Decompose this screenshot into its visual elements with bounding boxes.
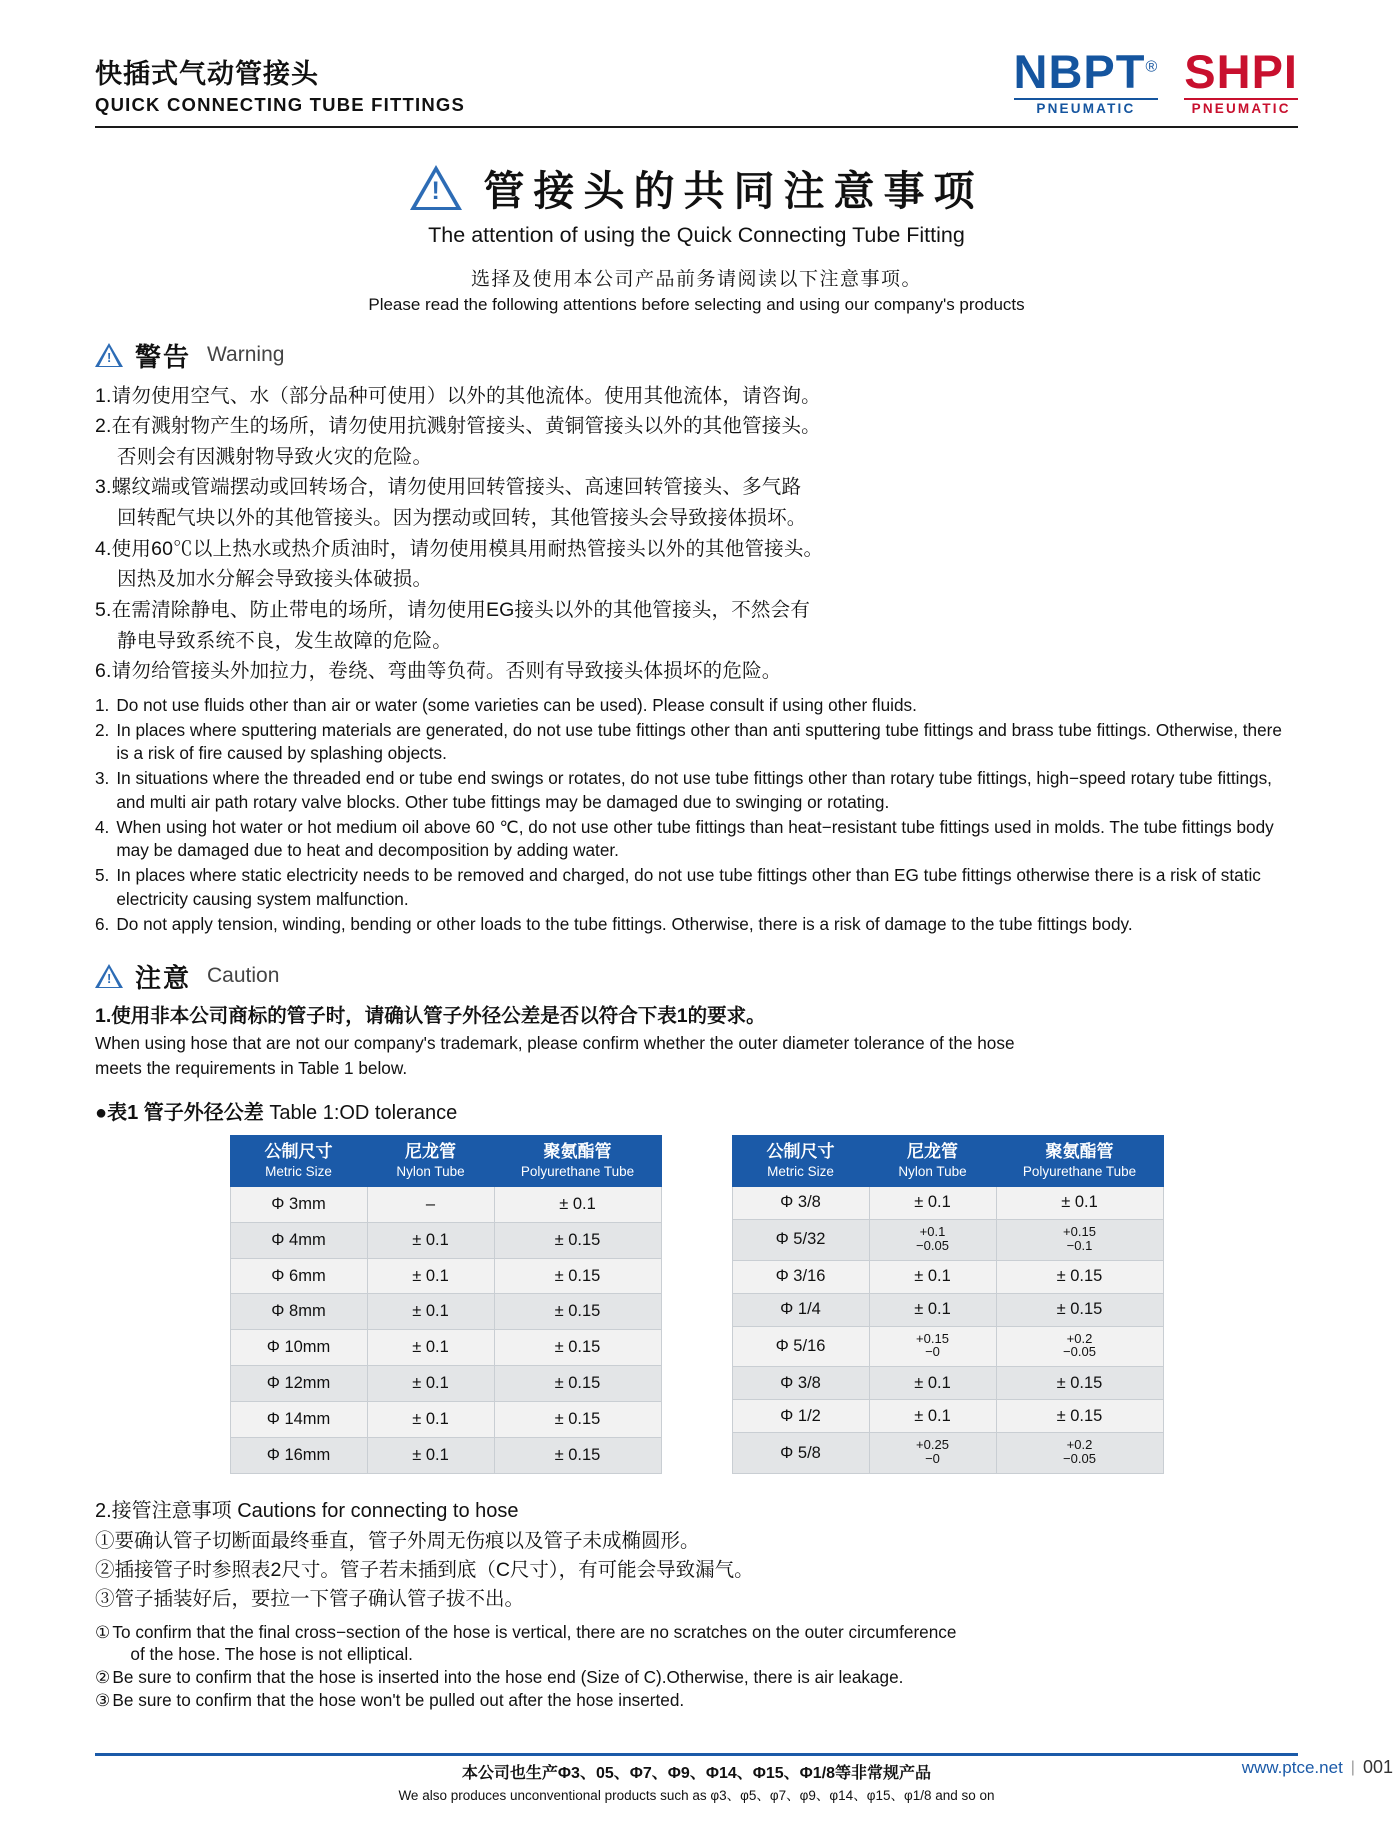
list-item-text	[112, 1621, 1298, 1667]
footer-divider: |	[1350, 1758, 1355, 1776]
table-header-row	[230, 1136, 661, 1187]
list-item-text: In places where sputtering materials are generated, do not use tube fittings other than anti sputtering tube fittings and brass tube fittings. Otherwise, there is a risk of fire caused by splashing objects.	[116, 719, 1282, 764]
list-item-text: Do not apply tension, winding, bending or other loads to the tube fittings. Otherwise, there is a risk of damage to the tube fittings body.	[116, 913, 1133, 934]
list-item: 静电导致系统不良，发生故障的危险。	[117, 629, 452, 652]
column-header-cn: 尼龙管	[907, 1142, 958, 1162]
logo-shpi	[1184, 45, 1298, 116]
caution-item1-cn: 1.使用非本公司商标的管子时，请确认管子外径公差是否以符合下表1的要求。	[95, 1004, 766, 1027]
list-item: ②插接管子时参照表2尺寸。管子若未插到底（C尺寸），有可能会导致漏气。	[95, 1559, 754, 1582]
table-header-row	[732, 1136, 1163, 1187]
cell-nylon: ± 0.1	[367, 1222, 494, 1258]
cell-pu	[996, 1219, 1163, 1260]
column-header-en: Metric Size	[265, 1163, 332, 1179]
column-header-metric-size	[230, 1136, 367, 1187]
column-header-cn: 聚氨酯管	[543, 1142, 612, 1162]
cell-nylon: ± 0.1	[367, 1258, 494, 1294]
cell-nylon-lower: −0.05	[916, 1237, 949, 1253]
list-item: 3.螺纹端或管端摆动或回转场合，请勿使用回转管接头、高速回转管接头、多气路	[95, 476, 802, 499]
list-item: ③管子插装好后，要拉一下管子确认管子拔不出。	[95, 1588, 525, 1611]
table-row	[230, 1294, 661, 1330]
cell-pu: ± 0.15	[996, 1260, 1163, 1293]
table-row	[230, 1222, 661, 1258]
cell-nylon: ± 0.1	[869, 1293, 996, 1326]
column-header-cn: 公制尺寸	[264, 1142, 333, 1162]
logo-nbpt-text: NBPT	[1013, 45, 1146, 98]
footer-url[interactable]: www.ptce.net	[1241, 1757, 1343, 1777]
footer-note-en: We also produces unconventional products such as φ3、φ5、φ7、φ9、φ14、φ15、φ1/8 and so on	[398, 1788, 995, 1803]
cell-size: Φ 10mm	[230, 1330, 367, 1366]
cell-pu: ± 0.15	[494, 1330, 661, 1366]
cell-pu-lower: −0.05	[1063, 1450, 1096, 1466]
cell-size: Φ 6mm	[230, 1258, 367, 1294]
list-item	[95, 913, 1298, 936]
caution-item2-heading: 2.接管注意事项 Cautions for connecting to hose	[95, 1499, 519, 1522]
cell-size: Φ 1/2	[732, 1400, 869, 1433]
table-row	[732, 1186, 1163, 1219]
cell-nylon: ± 0.1	[367, 1330, 494, 1366]
table-row	[230, 1366, 661, 1402]
list-item	[95, 864, 1298, 910]
list-item	[95, 816, 1298, 862]
header-titles	[95, 58, 465, 118]
caution-heading-cn: 注意	[135, 962, 192, 993]
cell-nylon-lower: −0	[925, 1344, 940, 1360]
list-item-number: ①	[95, 1621, 111, 1642]
list-item-number: 6.	[95, 913, 110, 934]
cell-pu-upper: +0.15	[1063, 1223, 1096, 1239]
cell-pu: ± 0.15	[494, 1437, 661, 1473]
table-row	[732, 1326, 1163, 1367]
list-item: 6.请勿给管接头外加拉力，卷绕、弯曲等负荷。否则有导致接头体损坏的危险。	[95, 660, 782, 683]
document-title-cn: 管接头的共同注意事项	[483, 167, 984, 214]
cell-nylon	[869, 1326, 996, 1367]
list-item: 5.在需清除静电、防止带电的场所，请勿使用EG接头以外的其他管接头，不然会有	[95, 598, 811, 621]
cell-nylon: ± 0.1	[869, 1400, 996, 1433]
caution-icon	[95, 964, 123, 988]
warning-list-cn	[95, 382, 1298, 687]
list-item-number: 3.	[95, 768, 110, 789]
document-subtitle-en: Please read the following attentions before selecting and using our company's products	[368, 294, 1025, 314]
document-title-row	[95, 158, 1298, 217]
cell-nylon-upper: +0.1	[919, 1223, 946, 1239]
list-item: ①要确认管子切断面最终垂直，管子外周无伤痕以及管子未成椭圆形。	[95, 1529, 700, 1552]
table-row	[732, 1260, 1163, 1293]
list-item	[95, 694, 1298, 717]
list-item-number: ②	[95, 1667, 111, 1688]
cell-nylon: –	[367, 1186, 494, 1222]
footer-content	[95, 1756, 1298, 1804]
cell-nylon-upper: +0.15	[916, 1330, 949, 1346]
logo-nbpt	[1013, 45, 1159, 116]
list-item-text: Be sure to confirm that the hose won't be pulled out after the hose inserted.	[112, 1690, 685, 1711]
caution-item2-list-cn	[95, 1527, 1298, 1615]
caution-heading	[95, 958, 1298, 995]
logo-shpi-sub: PNEUMATIC	[1184, 98, 1298, 116]
cell-nylon: ± 0.1	[869, 1186, 996, 1219]
list-item: 4.使用60℃以上热水或热介质油时，请勿使用模具用耐热管接头以外的其他管接头。	[95, 537, 824, 560]
registered-icon: ®	[1145, 58, 1159, 76]
list-item-number: 2.	[95, 719, 110, 740]
cell-nylon: ± 0.1	[367, 1366, 494, 1402]
column-header-cn: 聚氨酯管	[1045, 1142, 1114, 1162]
list-item: 因热及加水分解会导致接头体破损。	[117, 568, 433, 591]
table-row	[230, 1330, 661, 1366]
cell-nylon-upper: +0.25	[916, 1437, 949, 1453]
od-table-metric	[230, 1135, 662, 1474]
cell-size: Φ 5/8	[732, 1433, 869, 1474]
list-item	[95, 1666, 1298, 1689]
list-item	[95, 1621, 1298, 1667]
footer-text	[95, 1756, 1298, 1804]
column-header-en: Polyurethane Tube	[520, 1163, 635, 1179]
table-row	[732, 1219, 1163, 1260]
list-item-number: ③	[95, 1690, 111, 1711]
cell-size: Φ 16mm	[230, 1437, 367, 1473]
column-header-en: Metric Size	[767, 1163, 834, 1179]
warning-heading-cn: 警告	[135, 341, 192, 372]
caution-heading-en: Caution	[207, 964, 280, 988]
cell-size: Φ 5/32	[732, 1219, 869, 1260]
table-row	[732, 1293, 1163, 1326]
cell-pu: ± 0.1	[996, 1186, 1163, 1219]
document-title-en: The attention of using the Quick Connecting Tube Fitting	[428, 222, 965, 247]
cell-pu-lower: −0.1	[1066, 1237, 1093, 1253]
cell-pu: ± 0.15	[996, 1293, 1163, 1326]
list-item-text: In situations where the threaded end or tube end swings or rotates, do not use tube fittings other than rotary tube fittings, high−speed rotary tube fittings, and multi air path rotary valve blocks. Other tube fittings may be damaged due to swinging or rotating.	[116, 768, 1272, 812]
cell-nylon: ± 0.1	[367, 1294, 494, 1330]
cell-pu: ± 0.15	[996, 1367, 1163, 1400]
document-subtitle-cn: 选择及使用本公司产品前务请阅读以下注意事项。	[470, 268, 922, 290]
table-row	[732, 1400, 1163, 1433]
cell-size: Φ 3/8	[732, 1367, 869, 1400]
list-item-text-line1: To confirm that the final cross−section of the hose is vertical, there are no scratches on the outer circumference	[112, 1621, 957, 1642]
cell-pu	[996, 1433, 1163, 1474]
cell-pu-upper: +0.2	[1066, 1437, 1093, 1453]
table-row	[732, 1367, 1163, 1400]
cell-nylon: ± 0.1	[367, 1402, 494, 1438]
cell-pu-lower: −0.05	[1063, 1344, 1096, 1360]
cell-size: Φ 3/8	[732, 1186, 869, 1219]
column-header-en: Polyurethane Tube	[1022, 1163, 1137, 1179]
table-row	[230, 1402, 661, 1438]
list-item	[95, 719, 1298, 765]
column-header-en: Nylon Tube	[396, 1163, 465, 1179]
cell-nylon	[869, 1219, 996, 1260]
list-item-number: 4.	[95, 816, 110, 837]
list-item-text: Do not use fluids other than air or water (some varieties can be used). Please consult if using other fluids.	[116, 694, 917, 715]
list-item: 回转配气块以外的其他管接头。因为摆动或回转，其他管接头会导致接体损坏。	[117, 507, 807, 529]
list-item: 1.请勿使用空气、水（部分品种可使用）以外的其他流体。使用其他流体，请咨询。	[95, 384, 821, 407]
list-item-text: In places where static electricity needs to be removed and charged, do not use tube fittings other than EG tube fittings otherwise there is a risk of static electricity causing system malfunction.	[116, 865, 1261, 909]
list-item-number: 1.	[95, 694, 110, 715]
cell-size: Φ 4mm	[230, 1222, 367, 1258]
cell-pu: ± 0.15	[494, 1402, 661, 1438]
warning-heading	[95, 337, 1298, 374]
list-item-text: Be sure to confirm that the hose is inserted into the hose end (Size of C).Otherwise, there is air leakage.	[112, 1667, 904, 1688]
list-item	[95, 1689, 1298, 1712]
table1-caption-cn: ●表1 管子外径公差	[95, 1102, 264, 1125]
cell-nylon	[869, 1433, 996, 1474]
list-item-text-line2: of the hose. The hose is not elliptical.	[130, 1644, 413, 1665]
warning-list-en	[95, 694, 1298, 936]
caution-item2-list-en	[95, 1621, 1298, 1713]
cell-pu: ± 0.15	[996, 1400, 1163, 1433]
header-title-en: QUICK CONNECTING TUBE FITTINGS	[95, 94, 466, 116]
table1-caption-en: Table 1:OD tolerance	[269, 1102, 458, 1125]
column-header-polyurethane	[494, 1136, 661, 1187]
cell-pu: ± 0.15	[494, 1366, 661, 1402]
warning-heading-en: Warning	[207, 343, 285, 366]
logo-shpi-text: SHPI	[1184, 45, 1298, 98]
cell-pu	[996, 1326, 1163, 1367]
page-footer	[0, 1753, 1393, 1804]
list-item: 2.在有溅射物产生的场所，请勿使用抗溅射管接头、黄铜管接头以外的其他管接头。	[95, 415, 821, 438]
cell-nylon: ± 0.1	[869, 1367, 996, 1400]
cell-size: Φ 14mm	[230, 1402, 367, 1438]
logo-nbpt-sub: PNEUMATIC	[1014, 98, 1159, 116]
list-item-text: When using hot water or hot medium oil above 60 ℃, do not use other tube fittings than heat−resistant tube fittings used in molds. The tube fittings body may be damaged due to heat and decomposition by adding water.	[116, 816, 1274, 861]
table-row	[230, 1186, 661, 1222]
header-title-cn: 快插式气动管接头	[95, 58, 319, 89]
list-item: 否则会有因溅射物导致火灾的危险。	[117, 445, 433, 468]
cell-size: Φ 3/16	[732, 1260, 869, 1293]
cell-pu: ± 0.15	[494, 1258, 661, 1294]
cell-pu-upper: +0.2	[1066, 1330, 1093, 1346]
column-header-nylon	[869, 1136, 996, 1187]
table1-caption	[95, 1096, 1298, 1125]
cell-nylon: ± 0.1	[869, 1260, 996, 1293]
warning-triangle-icon	[410, 165, 462, 210]
cell-size: Φ 8mm	[230, 1294, 367, 1330]
cell-nylon: ± 0.1	[367, 1437, 494, 1473]
table-row	[732, 1433, 1163, 1474]
od-table-inch	[732, 1135, 1164, 1474]
cell-nylon-lower: −0	[925, 1450, 940, 1466]
column-header-en: Nylon Tube	[898, 1163, 967, 1179]
cell-size: Φ 5/16	[732, 1326, 869, 1367]
cell-size: Φ 12mm	[230, 1366, 367, 1402]
table-row	[230, 1258, 661, 1294]
column-header-polyurethane	[996, 1136, 1163, 1187]
od-tolerance-tables	[95, 1135, 1298, 1474]
footer-note-cn: 本公司也生产Φ3、05、Φ7、Φ9、Φ14、Φ15、Φ1/8等非常规产品	[461, 1765, 932, 1782]
column-header-cn: 公制尺寸	[766, 1142, 835, 1162]
list-item	[95, 767, 1298, 813]
table-row	[230, 1437, 661, 1473]
cell-size: Φ 3mm	[230, 1186, 367, 1222]
column-header-metric-size	[732, 1136, 869, 1187]
cell-pu: ± 0.1	[494, 1186, 661, 1222]
brand-logos	[1013, 45, 1298, 118]
cell-size: Φ 1/4	[732, 1293, 869, 1326]
caution-item1-en-line1: When using hose that are not our company's trademark, please confirm whether the outer diameter tolerance of the hose	[95, 1033, 1015, 1054]
list-item-number: 5.	[95, 865, 110, 886]
page-header	[95, 0, 1298, 128]
page-number: 001	[1362, 1757, 1393, 1777]
cell-pu: ± 0.15	[494, 1294, 661, 1330]
cell-pu: ± 0.15	[494, 1222, 661, 1258]
caution-item1-en-line2: meets the requirements in Table 1 below.	[95, 1058, 408, 1079]
column-header-nylon	[367, 1136, 494, 1187]
warning-icon	[95, 343, 123, 367]
column-header-cn: 尼龙管	[405, 1142, 456, 1162]
